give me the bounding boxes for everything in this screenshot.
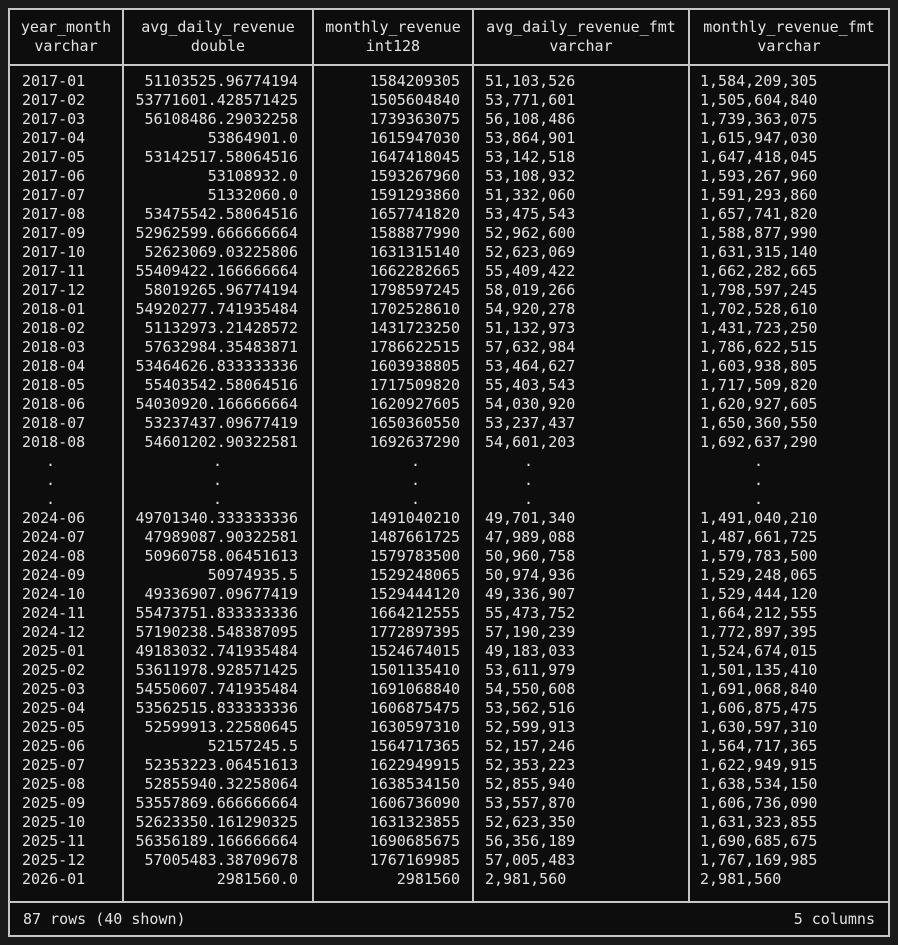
table-cell: 1593267960 [369,167,460,185]
column-year_month [10,10,122,901]
table-cell: 52,599,913 [485,718,576,736]
table-cell: 54,920,278 [485,300,576,318]
table-cell: 53,108,932 [485,167,576,185]
table-cell: 2025-02 [22,661,86,679]
table-cell: 55403542.58064516 [144,376,298,394]
table-cell: 1739363075 [369,110,460,128]
table-cell: 1691068840 [369,680,460,698]
table-cell: 1501135410 [369,661,460,679]
table-cell: 1615947030 [369,129,460,147]
table-cell: 55473751.833333336 [135,604,298,622]
table-cell: 50,960,758 [485,547,576,565]
table-cell: 56108486.29032258 [144,110,298,128]
table-cell: 53464626.833333336 [135,357,298,375]
table-cell: 2017-12 [22,281,86,299]
table-cell: 52,157,246 [485,737,576,755]
truncation-ellipsis-cell: . [212,452,222,470]
column-type: varchar [757,37,821,55]
truncation-ellipsis-cell: . [524,490,534,508]
truncation-ellipsis-cell: . [46,490,56,508]
table-cell: 54920277.741935484 [135,300,298,318]
table-cell: 49,183,033 [485,642,576,660]
table-cell: 53,611,979 [485,661,576,679]
truncation-ellipsis-cell: . [754,452,764,470]
table-cell: 1,690,685,675 [700,832,818,850]
table-cell: 54,601,203 [485,433,576,451]
table-cell: 49183032.741935484 [135,642,298,660]
table-cell: 2017-01 [22,72,86,90]
column-name: year_month [20,18,112,36]
table-cell: 1664212555 [369,604,460,622]
table-cell: 1,657,741,820 [700,205,818,223]
column-type: int128 [365,37,421,55]
table-cell: 2025-01 [22,642,86,660]
table-cell: 58,019,266 [485,281,576,299]
table-cell: 56,108,486 [485,110,576,128]
table-cell: 1702528610 [369,300,460,318]
column-header [314,10,472,66]
truncation-ellipsis-cell: . [46,471,56,489]
table-cell: 53,557,870 [485,794,576,812]
table-cell: 1491040210 [369,509,460,527]
table-cell: 2025-03 [22,680,86,698]
table-cell: 53475542.58064516 [144,205,298,223]
table-cell: 2018-03 [22,338,86,356]
table-cell: 52855940.32258064 [144,775,298,793]
table-cell: 2024-07 [22,528,86,546]
table-cell: 1,630,597,310 [700,718,818,736]
table-cell: 1690685675 [369,832,460,850]
column-type: double [190,37,246,55]
table-cell: 1564717365 [369,737,460,755]
table-cell: 53,475,543 [485,205,576,223]
table-cell: 1431723250 [369,319,460,337]
truncation-ellipsis-cell: . [754,490,764,508]
table-cell: 1,798,597,245 [700,281,818,299]
query-result-table [8,8,890,937]
table-cell: 54,030,920 [485,395,576,413]
column-name: avg_daily_revenue_fmt [486,18,676,36]
table-footer [10,901,888,935]
column-count-status: 5 columns [793,910,875,928]
table-cell: 1,702,528,610 [700,300,818,318]
table-cell: 1603938805 [369,357,460,375]
table-cell: 2024-11 [22,604,86,622]
table-cell: 2017-09 [22,224,86,242]
table-cell: 1,524,674,015 [700,642,818,660]
table-cell: 2017-10 [22,243,86,261]
column-cells [124,66,312,889]
table-cell: 2017-11 [22,262,86,280]
table-cell: 1,767,169,985 [700,851,818,869]
table-cell: 2017-07 [22,186,86,204]
table-cell: 1717509820 [369,376,460,394]
table-cell: 1,739,363,075 [700,110,818,128]
table-cell: 2,981,560 [485,870,567,888]
table-cell: 52,353,223 [485,756,576,774]
column-header [124,10,312,66]
table-cell: 50960758.06451613 [144,547,298,565]
table-cell: 53771601.428571425 [135,91,298,109]
table-cell: 1692637290 [369,433,460,451]
table-cell: 1631323855 [369,813,460,831]
table-cell: 52,962,600 [485,224,576,242]
table-cell: 2017-04 [22,129,86,147]
table-cell: 53,864,901 [485,129,576,147]
table-cell: 1772897395 [369,623,460,641]
table-cell: 2018-08 [22,433,86,451]
table-cell: 1,692,637,290 [700,433,818,451]
table-cell: 1,772,897,395 [700,623,818,641]
table-cell: 2024-10 [22,585,86,603]
table-cell: 2981560.0 [216,870,298,888]
table-cell: 2025-08 [22,775,86,793]
truncation-ellipsis-cell: . [410,452,420,470]
table-cell: 1,717,509,820 [700,376,818,394]
table-cell: 1,584,209,305 [700,72,818,90]
table-cell: 1606736090 [369,794,460,812]
table-cell: 52623069.03225806 [144,243,298,261]
table-cell: 49701340.333333336 [135,509,298,527]
table-cell: 1,606,875,475 [700,699,818,717]
table-cell: 2024-09 [22,566,86,584]
table-cell: 54601202.90322581 [144,433,298,451]
table-cell: 52599913.22580645 [144,718,298,736]
truncation-ellipsis-cell: . [524,452,534,470]
table-cell: 2017-08 [22,205,86,223]
table-cell: 1,593,267,960 [700,167,818,185]
table-cell: 2025-04 [22,699,86,717]
table-cell: 2017-05 [22,148,86,166]
column-name: monthly_revenue [325,18,461,36]
table-cell: 51,132,973 [485,319,576,337]
column-monthly_revenue_fmt [688,10,888,901]
table-cell: 2024-08 [22,547,86,565]
table-cell: 53557869.666666664 [135,794,298,812]
truncation-ellipsis-cell: . [410,490,420,508]
table-cell: 54550607.741935484 [135,680,298,698]
table-cell: 2018-02 [22,319,86,337]
table-cell: 2018-06 [22,395,86,413]
table-cell: 1,505,604,840 [700,91,818,109]
table-cell: 1,615,947,030 [700,129,818,147]
table-cell: 1,603,938,805 [700,357,818,375]
column-cells [474,66,688,889]
table-cell: 57,005,483 [485,851,576,869]
table-cell: 1,631,315,140 [700,243,818,261]
table-cell: 1622949915 [369,756,460,774]
table-cell: 1,664,212,555 [700,604,818,622]
table-cell: 1662282665 [369,262,460,280]
table-cell: 1786622515 [369,338,460,356]
table-cell: 54,550,608 [485,680,576,698]
table-cell: 1,622,949,915 [700,756,818,774]
column-cells [10,66,122,889]
table-cell: 52,623,350 [485,813,576,831]
table-cell: 55,403,543 [485,376,576,394]
table-cell: 1,662,282,665 [700,262,818,280]
column-monthly_revenue [312,10,472,901]
table-cell: 2017-06 [22,167,86,185]
table-cell: 52,623,069 [485,243,576,261]
table-cell: 51103525.96774194 [144,72,298,90]
table-cell: 1,579,783,500 [700,547,818,565]
table-cell: 1,606,736,090 [700,794,818,812]
table-cell: 55,409,422 [485,262,576,280]
table-cell: 1,588,877,990 [700,224,818,242]
table-cell: 2025-06 [22,737,86,755]
table-cell: 49336907.09677419 [144,585,298,603]
table-cell: 52157245.5 [207,737,298,755]
table-cell: 56356189.166666664 [135,832,298,850]
table-cell: 1,501,135,410 [700,661,818,679]
table-cell: 2024-12 [22,623,86,641]
table-cell: 2,981,560 [700,870,782,888]
table-cell: 1,691,068,840 [700,680,818,698]
table-cell: 47989087.90322581 [144,528,298,546]
table-cell: 57,190,239 [485,623,576,641]
truncation-ellipsis-cell: . [46,452,56,470]
table-cell: 2025-05 [22,718,86,736]
table-cell: 1588877990 [369,224,460,242]
table-cell: 1584209305 [369,72,460,90]
table-cell: 2025-11 [22,832,86,850]
table-cell: 52962599.666666664 [135,224,298,242]
truncation-ellipsis-cell: . [212,471,222,489]
row-count-status: 87 rows (40 shown) [23,910,186,928]
table-cell: 50974935.5 [207,566,298,584]
table-cell: 1,591,293,860 [700,186,818,204]
table-cell: 2017-02 [22,91,86,109]
column-type: varchar [549,37,613,55]
table-cell: 1529444120 [369,585,460,603]
table-cell: 1650360550 [369,414,460,432]
table-cell: 52,855,940 [485,775,576,793]
truncation-ellipsis-cell: . [754,471,764,489]
table-cell: 1647418045 [369,148,460,166]
table-cell: 2025-10 [22,813,86,831]
table-cell: 54030920.166666664 [135,395,298,413]
table-cell: 51,332,060 [485,186,576,204]
table-cell: 55409422.166666664 [135,262,298,280]
table-cell: 1657741820 [369,205,460,223]
table-cell: 51132973.21428572 [144,319,298,337]
table-cell: 57,632,984 [485,338,576,356]
truncation-ellipsis-cell: . [212,490,222,508]
table-cell: 55,473,752 [485,604,576,622]
table-cell: 1,564,717,365 [700,737,818,755]
table-cell: 53,464,627 [485,357,576,375]
table-cell: 2025-09 [22,794,86,812]
table-cell: 1529248065 [369,566,460,584]
column-type: varchar [34,37,98,55]
table-cell: 53,562,516 [485,699,576,717]
table-cell: 53562515.833333336 [135,699,298,717]
table-cell: 1,647,418,045 [700,148,818,166]
column-name: monthly_revenue_fmt [703,18,875,36]
table-cell: 51,103,526 [485,72,576,90]
table-cell: 1,638,534,150 [700,775,818,793]
table-cell: 1,631,323,855 [700,813,818,831]
column-avg_daily_revenue [122,10,312,901]
table-cell: 1798597245 [369,281,460,299]
table-cell: 1606875475 [369,699,460,717]
table-cell: 1,431,723,250 [700,319,818,337]
table-cell: 2018-05 [22,376,86,394]
table-cell: 2018-04 [22,357,86,375]
column-avg_daily_revenue_fmt [472,10,688,901]
table-cell: 57632984.35483871 [144,338,298,356]
table-cell: 53,237,437 [485,414,576,432]
table-cell: 1620927605 [369,395,460,413]
table-cell: 1487661725 [369,528,460,546]
table-cell: 53108932.0 [207,167,298,185]
column-name: avg_daily_revenue [141,18,295,36]
table-cell: 49,701,340 [485,509,576,527]
table-cell: 1,491,040,210 [700,509,818,527]
table-cell: 49,336,907 [485,585,576,603]
table-cell: 53,142,518 [485,148,576,166]
table-cell: 53,771,601 [485,91,576,109]
table-cell: 1,529,248,065 [700,566,818,584]
table-cell: 52353223.06451613 [144,756,298,774]
truncation-ellipsis-cell: . [410,471,420,489]
table-cell: 57005483.38709678 [144,851,298,869]
table-cell: 2025-12 [22,851,86,869]
table-cell: 56,356,189 [485,832,576,850]
table-cell: 2025-07 [22,756,86,774]
table-cell: 58019265.96774194 [144,281,298,299]
table-cell: 1,487,661,725 [700,528,818,546]
table-cell: 1,786,622,515 [700,338,818,356]
table-cell: 2981560 [396,870,460,888]
table-cell: 50,974,936 [485,566,576,584]
table-cell: 2017-03 [22,110,86,128]
table-cell: 52623350.161290325 [135,813,298,831]
table-cell: 1630597310 [369,718,460,736]
truncation-ellipsis-cell: . [524,471,534,489]
table-cell: 1,650,360,550 [700,414,818,432]
table-cell: 53142517.58064516 [144,148,298,166]
table-cell: 1638534150 [369,775,460,793]
table-cell: 2026-01 [22,870,86,888]
table-cell: 1591293860 [369,186,460,204]
table-cell: 2018-01 [22,300,86,318]
column-header [10,10,122,66]
column-cells [314,66,472,889]
table-cell: 1524674015 [369,642,460,660]
table-cell: 1579783500 [369,547,460,565]
column-header [690,10,888,66]
table-cell: 1505604840 [369,91,460,109]
table-cell: 47,989,088 [485,528,576,546]
table-cell: 1,620,927,605 [700,395,818,413]
table-cell: 57190238.548387095 [135,623,298,641]
table-cell: 2024-06 [22,509,86,527]
table-cell: 1631315140 [369,243,460,261]
column-cells [690,66,888,889]
table-cell: 51332060.0 [207,186,298,204]
table-cell: 1,529,444,120 [700,585,818,603]
table-cell: 53864901.0 [207,129,298,147]
column-header [474,10,688,66]
table-cell: 53611978.928571425 [135,661,298,679]
table-cell: 2018-07 [22,414,86,432]
table-cell: 1767169985 [369,851,460,869]
table-grid [10,10,888,901]
table-cell: 53237437.09677419 [144,414,298,432]
